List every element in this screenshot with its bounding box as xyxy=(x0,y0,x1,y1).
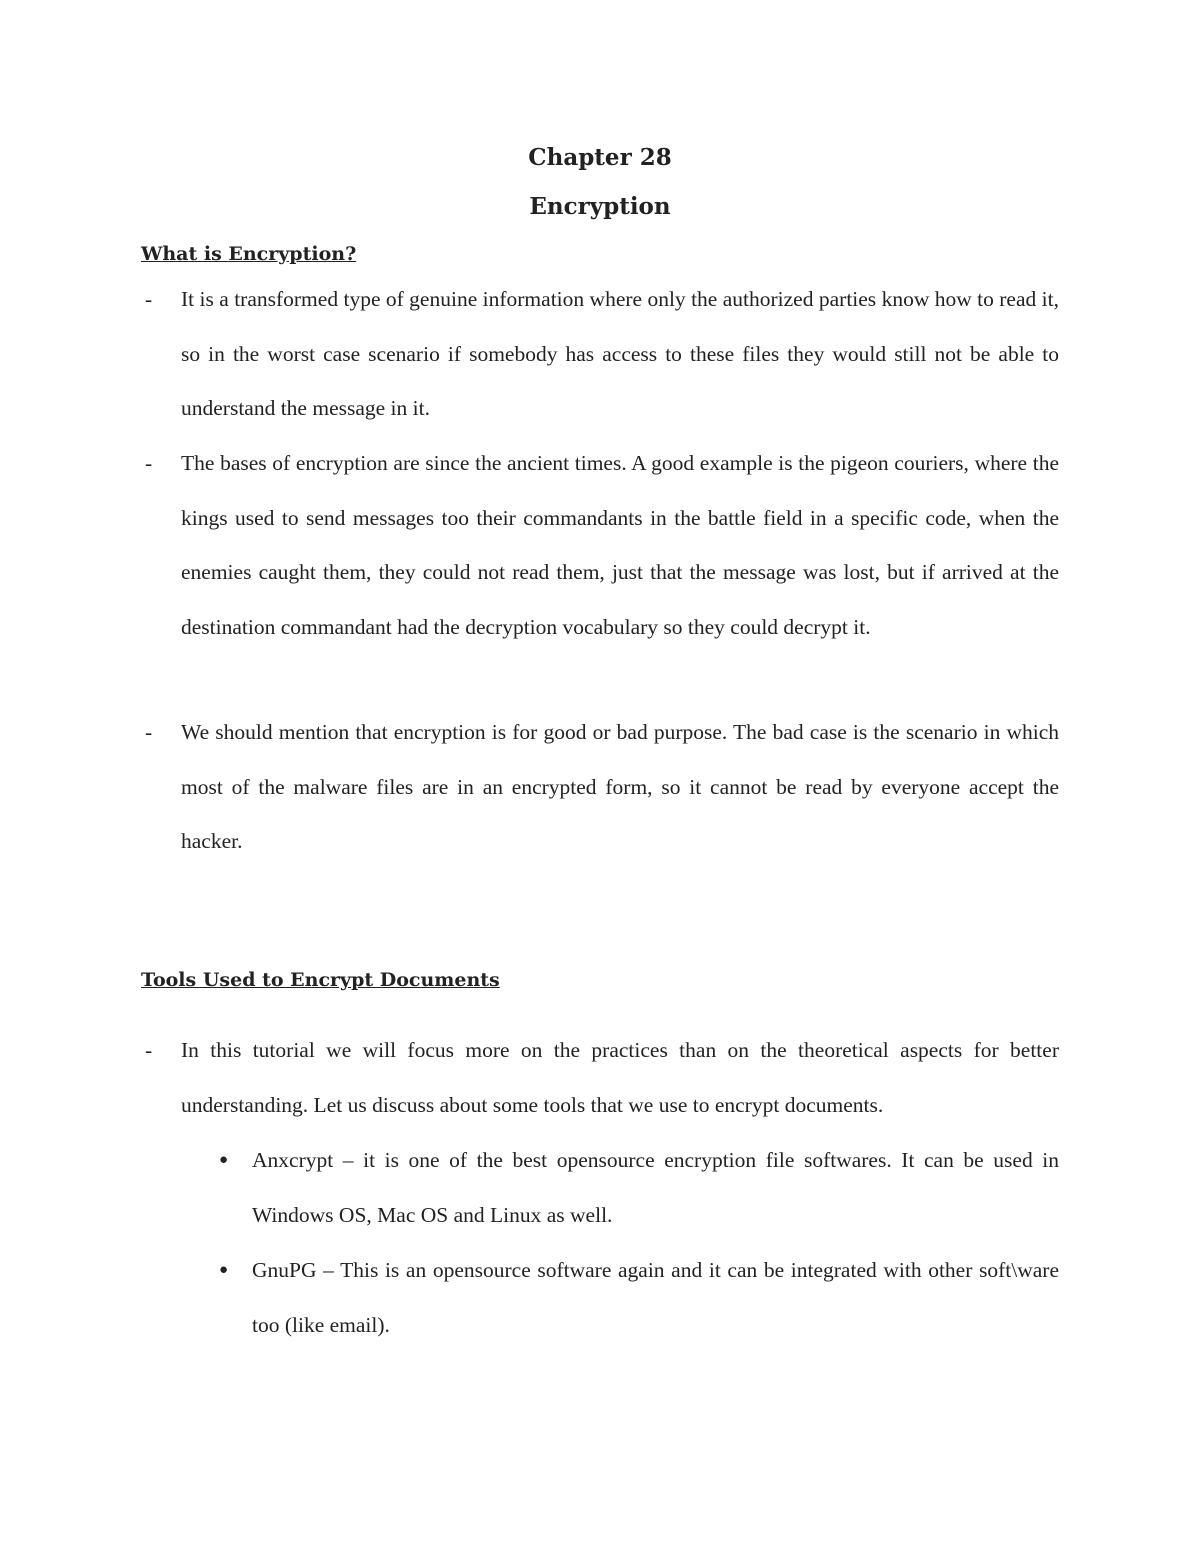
section-heading-what-is-encryption: What is Encryption? xyxy=(141,243,357,265)
sub-list-item-text: GnuPG – This is an opensource software again and it can be integrated with other soft\ware too (like email). xyxy=(252,1258,1059,1337)
dash-marker: - xyxy=(145,1038,153,1062)
list-item-text: The bases of encryption are since the ancient times. A good example is the pigeon couriers, where the kings used to send messages too their commandants in the battle field in a specific code, when the enemies caught them, they could not read them, just that the message was lost, but if arrived at the destination commandant had the decryption vocabulary so they could decrypt it. xyxy=(181,451,1059,639)
subject-title: Encryption xyxy=(529,193,671,220)
list-item xyxy=(141,436,1059,654)
sub-list-item xyxy=(215,1133,1059,1242)
list-item-text: In this tutorial we will focus more on the practices than on the theoretical aspects for better understanding. Let us discuss about some tools that we use to encrypt documents. xyxy=(181,1038,1059,1117)
list-item xyxy=(141,272,1059,436)
sub-list-item-text: Anxcrypt – it is one of the best opensource encryption file softwares. It can be used in Windows OS, Mac OS and Linux as well. xyxy=(252,1148,1059,1227)
list-item-text: It is a transformed type of genuine information where only the authorized parties know how to read it, so in the worst case scenario if somebody has access to these files they would still not be able to understand the message in it. xyxy=(181,287,1059,420)
chapter-title: Chapter 28 xyxy=(528,144,672,171)
sub-list-item xyxy=(215,1243,1059,1352)
list-item-text: We should mention that encryption is for good or bad purpose. The bad case is the scenario in which most of the malware files are in an encrypted form, so it cannot be read by everyone accept the hacker. xyxy=(181,720,1059,853)
list-item xyxy=(141,705,1059,869)
dash-marker: - xyxy=(145,287,153,311)
section-heading-tools: Tools Used to Encrypt Documents xyxy=(141,969,500,991)
dash-marker: - xyxy=(145,451,153,475)
bullet-icon: ● xyxy=(219,1152,229,1168)
dash-marker: - xyxy=(145,720,153,744)
list-item xyxy=(141,1023,1059,1132)
bullet-icon: ● xyxy=(219,1262,229,1278)
